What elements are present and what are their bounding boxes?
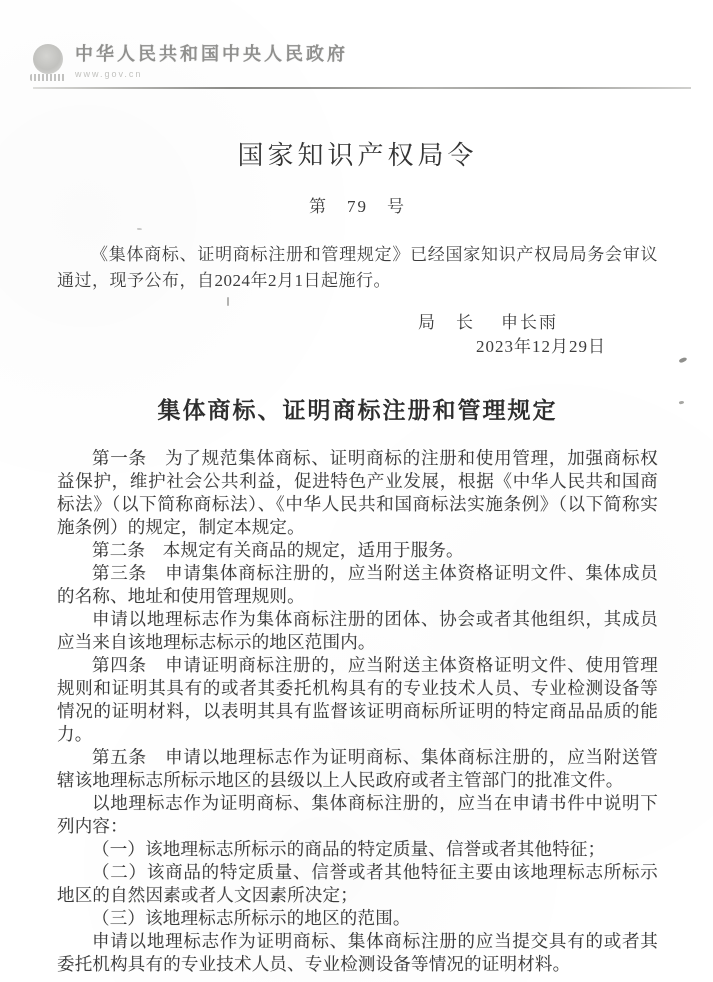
signature-row	[57, 311, 658, 335]
regulation-paragraph-item-1: （一）该地理标志所标示的商品的特定质量、信誉或者其他特征；	[92, 839, 606, 859]
scan-speck	[227, 297, 229, 306]
scan-speck	[679, 356, 688, 363]
gov-letterhead	[33, 44, 683, 79]
scan-speck	[137, 228, 142, 230]
signer-title: 局 长	[418, 313, 475, 332]
regulation-title: 集体商标、证明商标注册和管理规定	[157, 397, 558, 423]
regulation-paragraph-article-4: 第四条 申请证明商标注册的，应当附送主体资格证明文件、使用管理规则和证明其具有的或者其委托机构具有的专业技术人员、专业检测设备等情况的证明材料，以表明其具有监督该证明商标所证明的特定商品品质的能力。	[57, 655, 658, 744]
regulation-paragraph-item-2: （二）该商品的特定质量、信誉或者其他特征主要由该地理标志所标示地区的自然因素或者人文因素所决定；	[57, 862, 658, 905]
letterhead-divider	[33, 87, 691, 89]
scan-speck	[679, 400, 685, 404]
regulation-paragraph-article-5-cont: 以地理标志作为证明商标、集体商标注册的，应当在申请书件中说明下列内容：	[57, 793, 658, 836]
regulation-paragraph-article-3-cont: 申请以地理标志作为集体商标注册的团体、协会或者其他组织，其成员应当来自该地理标志标示的地区范围内。	[57, 609, 658, 652]
decree-date: 2023年12月29日	[476, 337, 606, 356]
decree-title: 国家知识产权局令	[237, 141, 478, 170]
gov-site-url: www.gov.cn	[75, 69, 143, 79]
gov-site-name: 中华人民共和国中央人民政府	[75, 44, 348, 64]
document-body	[57, 140, 658, 976]
regulation-paragraph-article-2: 第二条 本规定有关商品的规定，适用于服务。	[92, 540, 464, 560]
decree-number: 第 79 号	[309, 197, 406, 216]
regulation-paragraph-article-5-end: 申请以地理标志作为证明商标、集体商标注册的应当提交具有的或者其委托机构具有的专业技术人员、专业检测设备等情况的证明材料。	[57, 931, 658, 974]
regulation-articles	[57, 447, 658, 976]
regulation-paragraph-item-3: （三）该地理标志所标示的地区的范围。	[92, 908, 411, 928]
letterhead-titles	[75, 44, 348, 79]
decree-promulgation-paragraph: 《集体商标、证明商标注册和管理规定》已经国家知识产权局局务会审议通过，现予公布，自2024年2月1日起施行。	[57, 245, 658, 290]
national-emblem-icon	[33, 44, 63, 74]
regulation-paragraph-article-1: 第一条 为了规范集体商标、证明商标的注册和使用管理，加强商标权益保护，维护社会公共利益，促进特色产业发展，根据《中华人民共和国商标法》（以下简称商标法）、《中华人民共和国商标法实施条例》（以下简称实施条例）的规定，制定本规定。	[57, 448, 658, 537]
signer-name: 申长雨	[501, 313, 558, 332]
regulation-paragraph-article-3: 第三条 申请集体商标注册的，应当附送主体资格证明文件、集体成员的名称、地址和使用管理规则。	[57, 563, 658, 606]
regulation-paragraph-article-5: 第五条 申请以地理标志作为证明商标、集体商标注册的，应当附送管辖该地理标志所标示地区的县级以上人民政府或者主管部门的批准文件。	[57, 747, 658, 790]
